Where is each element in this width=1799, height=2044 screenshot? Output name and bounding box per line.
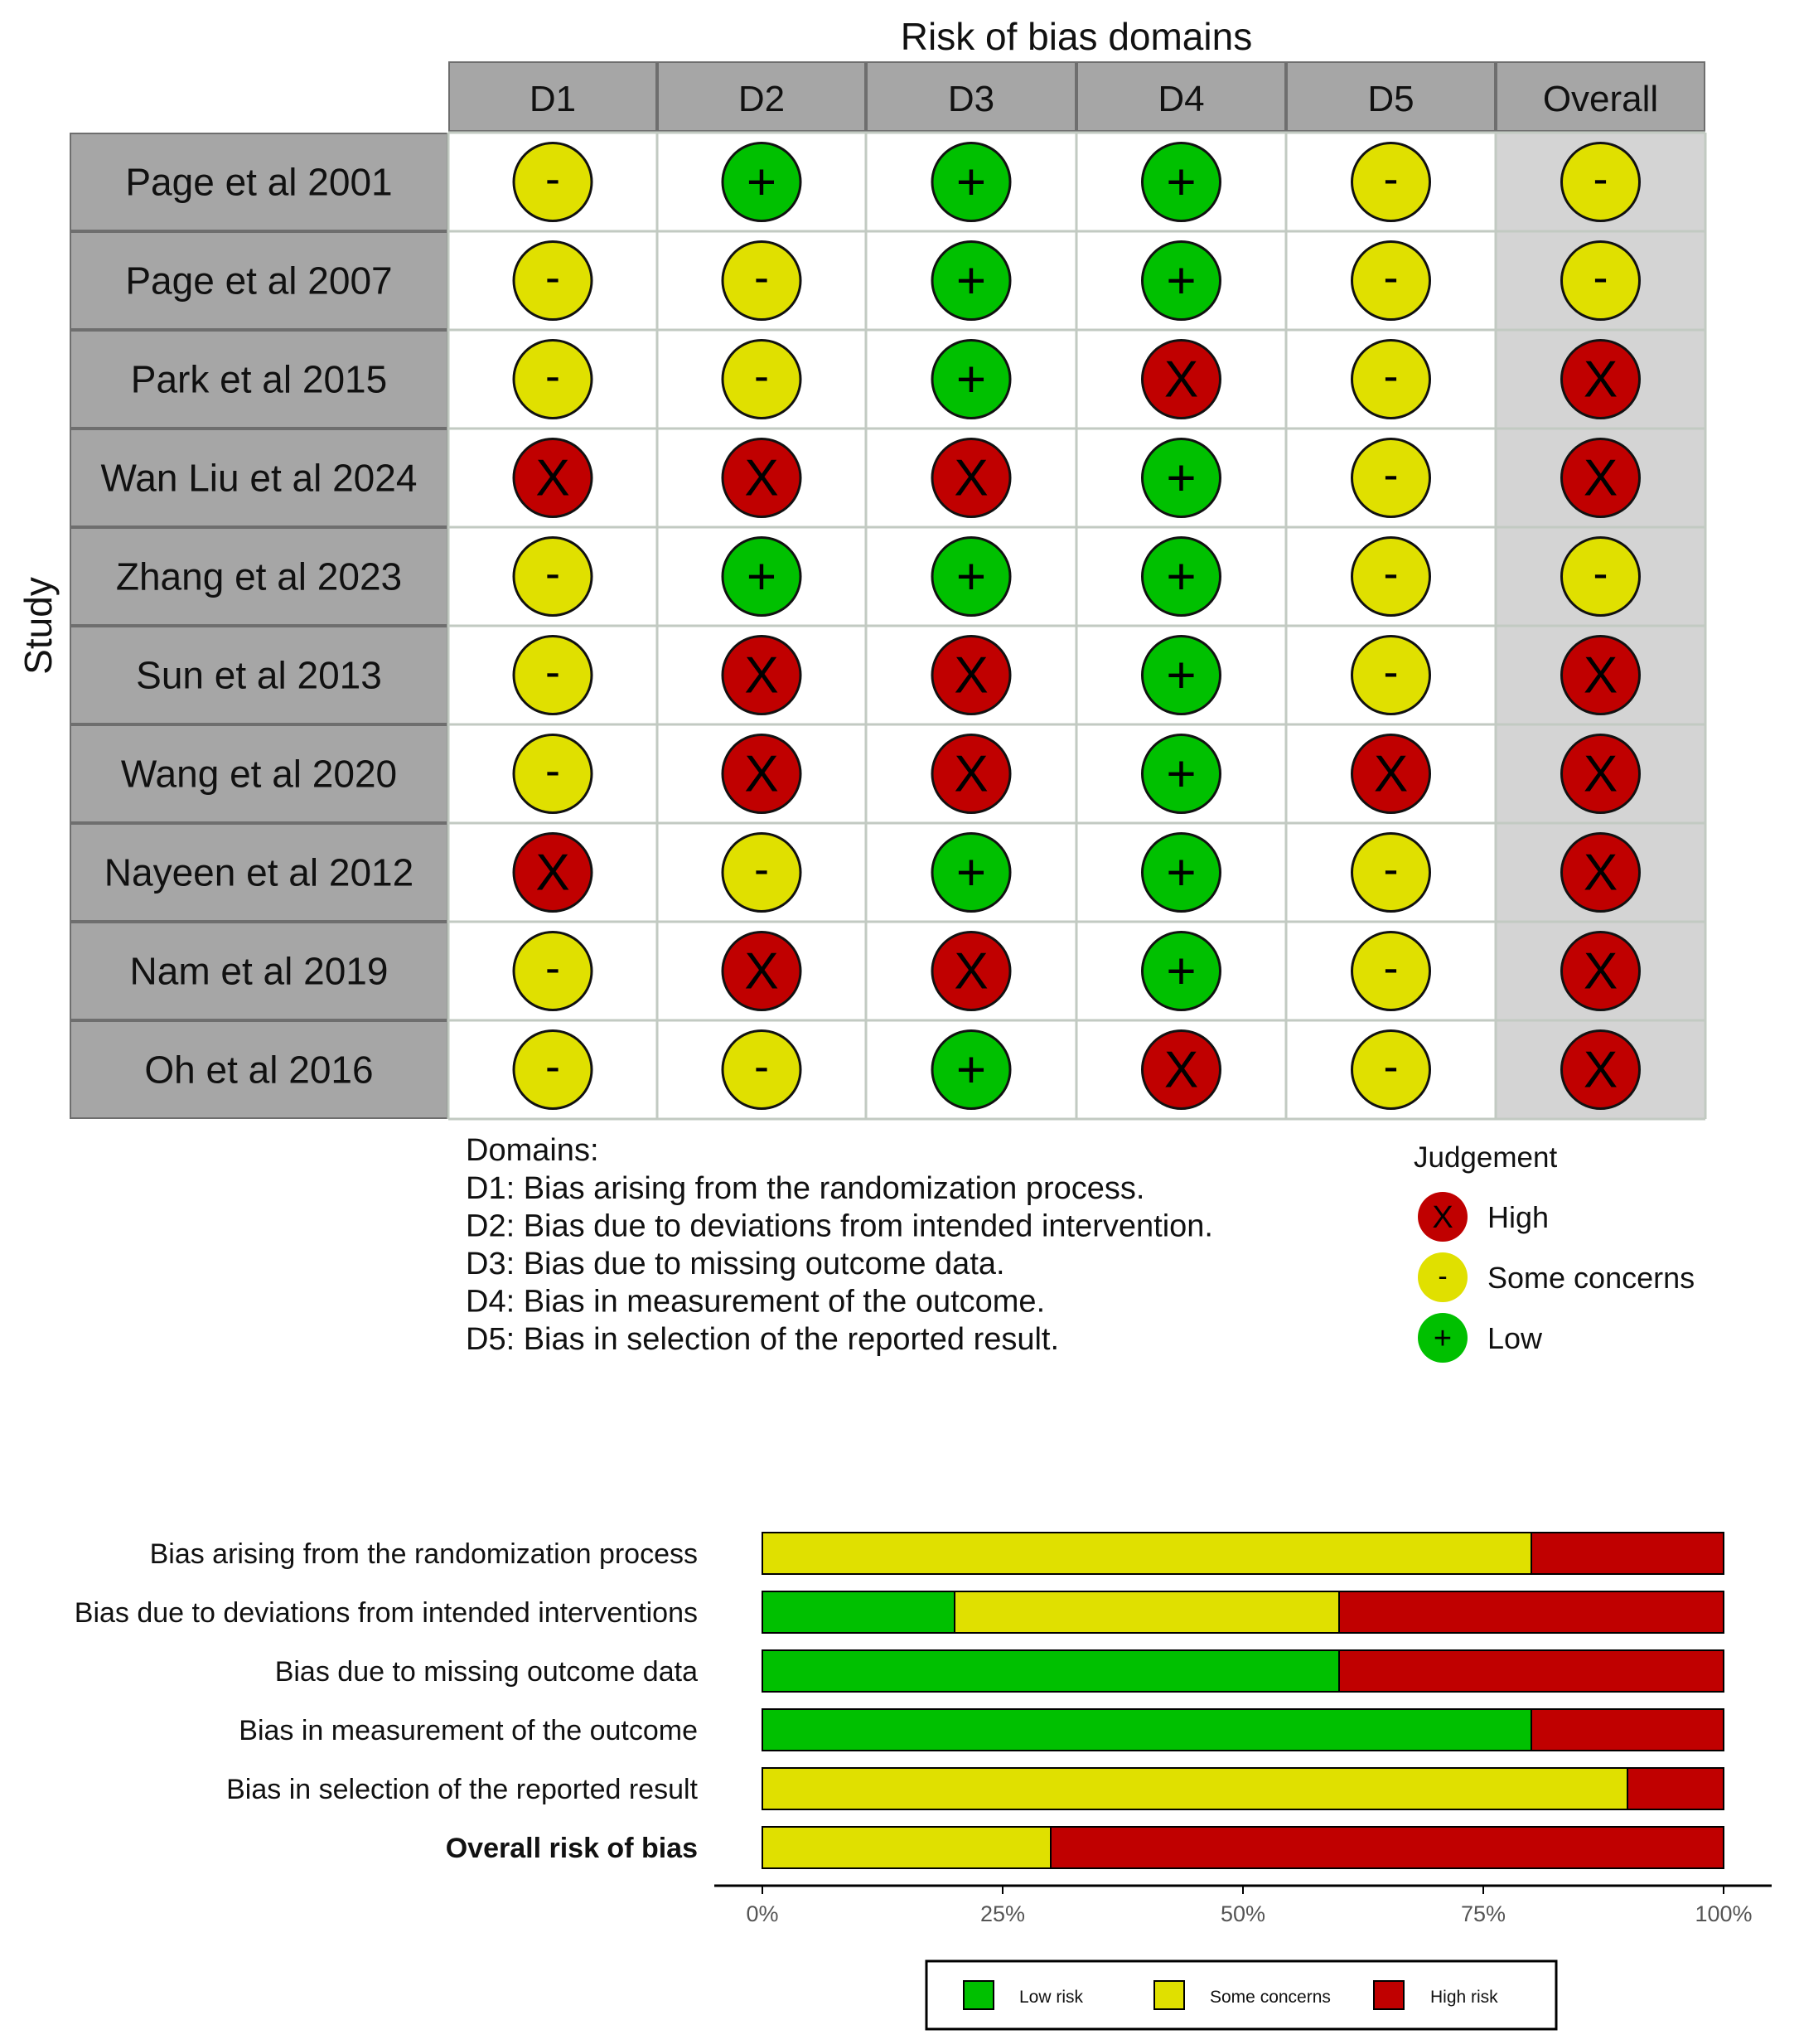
- bar-segment-high: [1339, 1650, 1724, 1692]
- judgement-symbol: -: [754, 1041, 769, 1092]
- bar-segment-high: [1339, 1591, 1724, 1633]
- study-label: Page et al 2001: [125, 160, 393, 204]
- bar-segment-low: [762, 1650, 1339, 1692]
- judgement-symbol: +: [955, 548, 987, 606]
- judgement-symbol: X: [1583, 351, 1618, 409]
- judgement-symbol: -: [545, 942, 560, 993]
- bar-legend-label: High risk: [1430, 1988, 1498, 2007]
- judgement-symbol: -: [754, 844, 769, 894]
- judgement-symbol: -: [545, 745, 560, 796]
- legend-symbol: X: [1432, 1200, 1453, 1235]
- x-tick-label: 50%: [1220, 1901, 1266, 1926]
- domains-title: Domains:: [466, 1133, 599, 1168]
- judgement-legend-title: Judgement: [1414, 1141, 1558, 1174]
- judgement-symbol: X: [1583, 449, 1618, 507]
- judgement-symbol: X: [1583, 844, 1618, 902]
- bar-segment-high: [1531, 1709, 1724, 1751]
- judgement-symbol: +: [746, 153, 777, 211]
- bar-segment-some: [762, 1827, 1051, 1868]
- study-label: Wang et al 2020: [120, 752, 398, 796]
- bar-category-label: Bias in measurement of the outcome: [239, 1715, 698, 1746]
- bar-legend-swatch-high: [1374, 1981, 1404, 2009]
- judgement-symbol: X: [954, 647, 989, 705]
- bar-segment-some: [762, 1533, 1531, 1574]
- x-tick-label: 100%: [1695, 1901, 1753, 1926]
- judgement-symbol: X: [1373, 745, 1409, 803]
- x-tick-label: 25%: [979, 1901, 1026, 1926]
- judgement-symbol: +: [1166, 942, 1197, 1000]
- study-label: Page et al 2007: [125, 259, 393, 303]
- judgement-symbol: +: [1166, 449, 1197, 507]
- judgement-symbol: -: [1383, 548, 1399, 598]
- bar-segment-low: [762, 1709, 1531, 1751]
- legend-label: High: [1487, 1200, 1550, 1234]
- judgement-symbol: -: [754, 351, 769, 401]
- judgement-symbol: X: [1163, 351, 1199, 409]
- judgement-symbol: -: [1593, 153, 1608, 204]
- judgement-symbol: X: [954, 449, 989, 507]
- judgement-symbol: +: [1166, 153, 1197, 211]
- judgement-symbol: -: [545, 548, 560, 598]
- domain-description: D5: Bias in selection of the reported result.: [466, 1322, 1060, 1357]
- bar-segment-high: [1531, 1533, 1724, 1574]
- judgement-symbol: -: [1593, 252, 1608, 303]
- judgement-symbol: +: [1166, 745, 1197, 803]
- judgement-symbol: +: [955, 252, 987, 310]
- table-title: Risk of bias domains: [900, 15, 1253, 58]
- judgement-symbol: -: [545, 351, 560, 401]
- judgement-symbol: X: [535, 844, 570, 902]
- study-label: Oh et al 2016: [144, 1048, 374, 1092]
- legend-label: Some concerns: [1487, 1261, 1695, 1295]
- y-axis-label: Study: [17, 577, 60, 675]
- judgement-symbol: X: [954, 745, 989, 803]
- judgement-symbol: +: [955, 351, 987, 409]
- study-label: Zhang et al 2023: [115, 555, 403, 598]
- judgement-symbol: -: [1383, 351, 1399, 401]
- bar-legend-label: Low risk: [1019, 1988, 1084, 2007]
- judgement-symbol: -: [1383, 647, 1399, 697]
- judgement-symbol: +: [955, 153, 987, 211]
- column-header-label: Overall: [1542, 79, 1659, 119]
- judgement-symbol: -: [1383, 942, 1399, 993]
- bar-category-label: Overall risk of bias: [445, 1833, 698, 1864]
- bar-category-label: Bias in selection of the reported result: [226, 1774, 698, 1805]
- judgement-symbol: X: [744, 745, 779, 803]
- column-header-label: D2: [737, 79, 786, 119]
- column-header-label: D3: [947, 79, 995, 119]
- judgement-symbol: X: [1163, 1041, 1199, 1099]
- bar-legend-label: Some concerns: [1210, 1988, 1331, 2007]
- bar-legend-swatch-low: [964, 1981, 994, 2009]
- judgement-symbol: -: [754, 252, 769, 303]
- judgement-symbol: X: [744, 942, 779, 1000]
- bar-segment-high: [1051, 1827, 1724, 1868]
- study-label: Nam et al 2019: [129, 949, 389, 993]
- judgement-symbol: -: [1383, 252, 1399, 303]
- judgement-symbol: X: [744, 449, 779, 507]
- bar-category-label: Bias due to deviations from intended interventions: [74, 1597, 698, 1629]
- judgement-symbol: +: [1166, 252, 1197, 310]
- bar-category-label: Bias arising from the randomization process: [149, 1538, 698, 1570]
- domain-description: D2: Bias due to deviations from intended intervention.: [466, 1208, 1213, 1244]
- judgement-symbol: -: [545, 252, 560, 303]
- study-label: Nayeen et al 2012: [104, 850, 414, 894]
- bar-category-label: Bias due to missing outcome data: [274, 1656, 698, 1688]
- judgement-symbol: -: [1383, 844, 1399, 894]
- bar-segment-low: [762, 1591, 955, 1633]
- judgement-symbol: -: [1383, 1041, 1399, 1092]
- judgement-symbol: -: [1593, 548, 1608, 598]
- x-tick-label: 0%: [746, 1901, 779, 1926]
- domain-description: D4: Bias in measurement of the outcome.: [466, 1284, 1046, 1320]
- column-header-label: D1: [529, 79, 577, 119]
- bar-legend-swatch-some: [1154, 1981, 1184, 2009]
- judgement-symbol: X: [1583, 647, 1618, 705]
- column-header-label: D4: [1158, 79, 1205, 119]
- domain-description: D3: Bias due to missing outcome data.: [466, 1247, 1005, 1281]
- judgement-symbol: +: [1166, 844, 1197, 902]
- judgement-symbol: -: [1383, 153, 1399, 204]
- domain-description: D1: Bias arising from the randomization process.: [466, 1171, 1145, 1206]
- judgement-symbol: X: [535, 449, 570, 507]
- x-tick-label: 75%: [1460, 1901, 1506, 1926]
- judgement-symbol: +: [1166, 647, 1197, 705]
- judgement-symbol: X: [1583, 942, 1618, 1000]
- judgement-symbol: +: [746, 548, 777, 606]
- legend-symbol: -: [1438, 1261, 1448, 1292]
- study-label: Wan Liu et al 2024: [100, 456, 418, 500]
- judgement-symbol: X: [954, 942, 989, 1000]
- study-label: Sun et al 2013: [136, 653, 382, 697]
- bar-segment-some: [762, 1768, 1627, 1809]
- judgement-symbol: -: [1383, 449, 1399, 500]
- judgement-symbol: X: [744, 647, 779, 705]
- judgement-symbol: +: [955, 844, 987, 902]
- judgement-symbol: X: [1583, 745, 1618, 803]
- judgement-symbol: -: [545, 1041, 560, 1092]
- judgement-symbol: -: [545, 647, 560, 697]
- judgement-symbol: -: [545, 153, 560, 204]
- legend-label: Low: [1487, 1321, 1543, 1355]
- judgement-symbol: +: [955, 1041, 987, 1099]
- judgement-symbol: X: [1583, 1041, 1618, 1099]
- bar-segment-some: [955, 1591, 1339, 1633]
- judgement-symbol: +: [1166, 548, 1197, 606]
- legend-symbol: +: [1433, 1321, 1453, 1356]
- study-label: Park et al 2015: [130, 357, 388, 401]
- bar-segment-high: [1627, 1768, 1724, 1809]
- column-header-label: D5: [1367, 79, 1415, 119]
